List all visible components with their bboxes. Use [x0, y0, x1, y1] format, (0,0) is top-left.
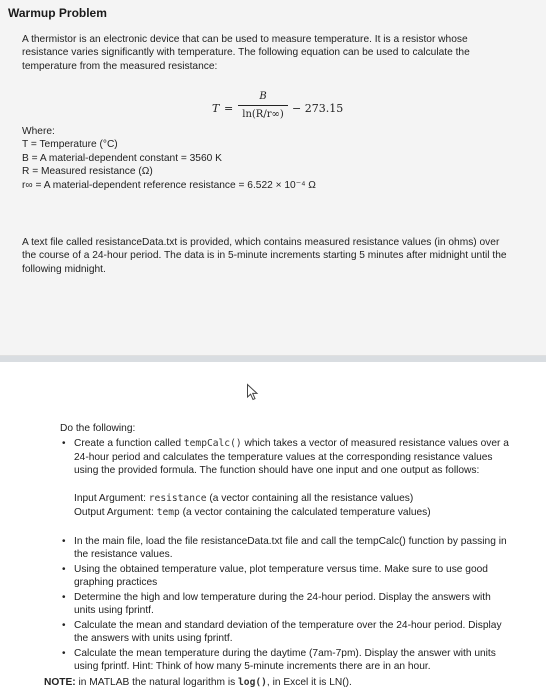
formula-fraction — [238, 90, 288, 121]
note-text: in MATLAB the natural logarithm is — [75, 677, 239, 688]
task-text: Using the obtained temperature value, plot temperature versus time. Make sure to use good graphing practices — [74, 563, 488, 589]
do-following-heading: Do the following: — [60, 423, 136, 434]
page-title: Warmup Problem — [8, 6, 107, 20]
list-item — [60, 647, 512, 674]
where-block — [22, 125, 502, 192]
formula-equals: = — [224, 102, 234, 115]
bullet: • — [62, 536, 66, 547]
function-name-code: tempCalc() — [183, 438, 242, 449]
task-text: which takes a vector of measured resistance values over a 24-hour period and calculates the temperature values at the corresponding resistance values using the provided formula. The function should have one input and one output as follows: — [74, 438, 509, 477]
list-item — [60, 535, 512, 562]
task-list-primary — [60, 437, 512, 478]
formula-rhs: − 273.15 — [292, 102, 344, 115]
bullet: • — [62, 619, 66, 631]
where-item: r∞ = A material-dependent reference resistance = 6.522 × 10⁻⁴ Ω — [22, 179, 316, 191]
fraction-bar — [238, 105, 288, 106]
input-code: resistance — [148, 493, 207, 504]
task-text: Determine the high and low temperature during the 24-hour period. Display the answers with units using fprintf. — [74, 591, 491, 617]
task-text: In the main file, load the file resistanceData.txt file and call the tempCalc() function by passing in the resistance values. — [74, 536, 507, 561]
input-desc: (a vector containing all the resistance values) — [206, 493, 414, 504]
bullet: • — [62, 647, 66, 659]
function-arguments — [74, 492, 514, 519]
note-text: , in Excel it is LN(). — [266, 677, 352, 688]
matlab-note — [44, 676, 352, 690]
where-item: B = A material-dependent constant = 3560 K — [22, 152, 222, 164]
formula-numerator: B — [259, 91, 267, 102]
where-heading: Where: — [22, 126, 55, 137]
list-item — [60, 437, 512, 478]
bullet: • — [62, 438, 66, 449]
mouse-pointer-icon — [246, 383, 260, 401]
intro-paragraph: A thermistor is an electronic device that can be used to measure temperature. It is a resistor whose resistance varies significantly with temperature. The following equation can be used to calculate the temperature from the measured resistance: — [22, 34, 470, 72]
list-item — [60, 563, 512, 590]
data-file-paragraph: A text file called resistanceData.txt is provided, which contains measured resistance values (in ohms) over the course of a 24-hour period. The data is in 5-minute increments starting 5 minutes after midnight until the following midnight. — [22, 237, 507, 275]
where-item: R = Measured resistance (Ω) — [22, 166, 153, 178]
formula-lhs: T — [212, 102, 220, 115]
task-list-secondary — [60, 535, 512, 675]
bullet: • — [62, 591, 66, 603]
output-code: temp — [156, 506, 180, 518]
note-label: NOTE: — [44, 677, 76, 688]
input-argument-line — [74, 492, 514, 506]
task-text: Calculate the mean temperature during the daytime (7am-7pm). Display the answer with units using fprintf. Hint: Think of how many 5-minute increments there are in an hour. — [74, 647, 496, 673]
output-argument-line — [74, 506, 514, 520]
list-item — [60, 591, 512, 618]
bullet: • — [62, 563, 66, 575]
where-item: T = Temperature (°C) — [22, 139, 118, 151]
formula-denominator: ln(R/r∞) — [242, 109, 284, 121]
task-text: Create a function called — [74, 438, 184, 449]
list-item — [60, 619, 512, 646]
output-label: Output Argument: — [74, 506, 157, 518]
note-code: log() — [238, 677, 267, 688]
input-label: Input Argument: — [74, 493, 149, 504]
task-text: Calculate the mean and standard deviation of the temperature over the 24-hour period. Display the answers with units using fprintf. — [74, 619, 502, 645]
output-desc: (a vector containing the calculated temperature values) — [179, 506, 431, 518]
